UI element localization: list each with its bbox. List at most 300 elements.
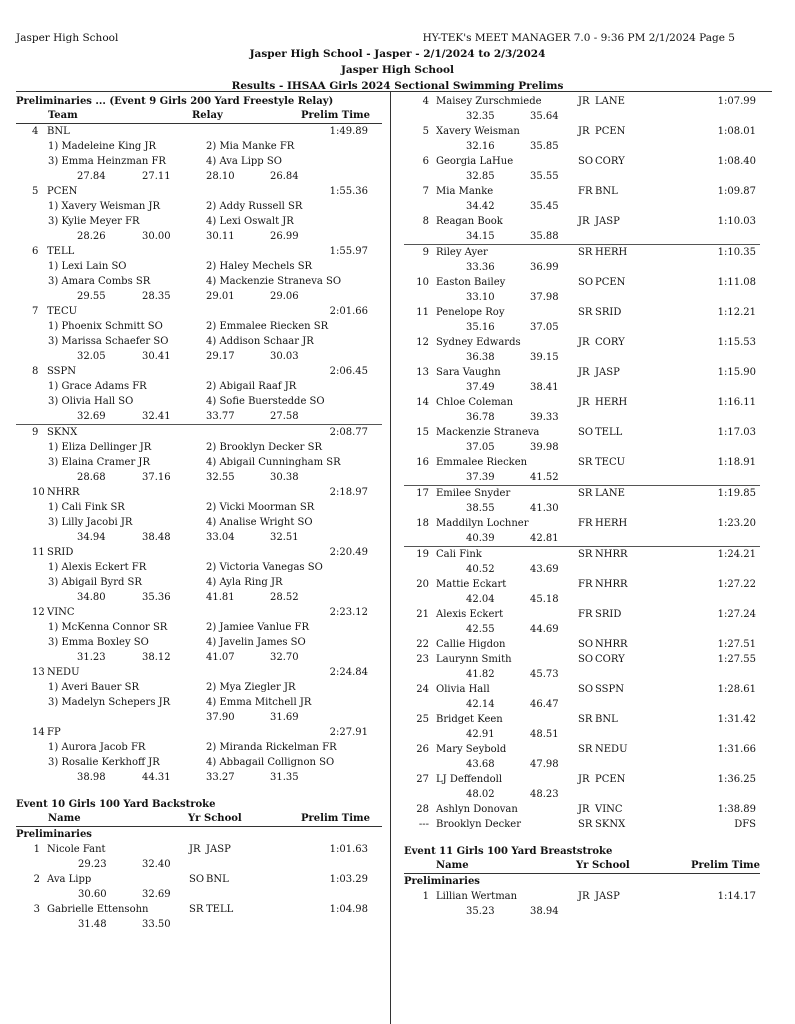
result-time: 1:10.03	[717, 216, 756, 227]
relay-splits-row	[16, 530, 382, 545]
col-team: Team	[48, 110, 78, 121]
result-row	[404, 335, 760, 350]
relay-split: 27.11	[142, 171, 171, 182]
result-row	[404, 682, 760, 697]
result-place: 1	[33, 844, 40, 855]
result-split: 39.33	[530, 412, 559, 423]
result-split: 33.36	[466, 262, 495, 273]
result-place: 22	[416, 639, 429, 650]
result-name: Mackenzie Straneva	[436, 427, 540, 438]
relay-splits-row	[16, 770, 382, 785]
backstroke-subheading: Preliminaries	[16, 829, 92, 840]
backstroke-column-header	[16, 812, 382, 827]
result-splits-row	[404, 440, 760, 455]
result-row	[404, 802, 760, 817]
relay-split: 28.52	[270, 592, 299, 603]
result-yr: JR	[189, 844, 201, 855]
relay-row	[16, 364, 382, 379]
result-school: SRID	[595, 609, 622, 620]
result-place: 7	[422, 186, 429, 197]
swimmer-1: 1) Grace Adams FR	[48, 381, 147, 392]
breaststroke-subheading: Preliminaries	[404, 876, 480, 887]
result-yr: JR	[578, 337, 590, 348]
relay-swimmers-row	[16, 575, 382, 590]
result-school: TECU	[595, 457, 626, 468]
relay-split: 44.31	[142, 772, 171, 783]
result-school: SKNX	[595, 819, 626, 830]
result-name: Sydney Edwards	[436, 337, 521, 348]
result-split: 40.39	[466, 533, 495, 544]
relay-split: 32.41	[142, 411, 171, 422]
result-time: 1:09.87	[717, 186, 756, 197]
result-name: Bridget Keen	[436, 714, 503, 725]
result-name: Mia Manke	[436, 186, 494, 197]
swimmer-1: 1) Xavery Weisman JR	[48, 201, 161, 212]
result-time: 1:08.40	[717, 156, 756, 167]
result-place: 13	[416, 367, 429, 378]
result-name: Olivia Hall	[436, 684, 490, 695]
swimmer-4: 4) Analise Wright SO	[206, 517, 313, 528]
result-time: 1:10.35	[717, 247, 756, 258]
swimmer-2: 2) Addy Russell SR	[206, 201, 303, 212]
relay-place: 14	[32, 727, 45, 738]
right-column	[404, 94, 760, 919]
swimmer-3: 3) Emma Boxley SO	[48, 637, 149, 648]
relay-split: 30.11	[206, 231, 235, 242]
result-split: 40.52	[466, 564, 495, 575]
result-split: 32.85	[466, 171, 495, 182]
result-yr: SO	[578, 639, 594, 650]
result-time: 1:17.03	[717, 427, 756, 438]
result-split: 35.55	[530, 171, 559, 182]
result-yr: FR	[578, 518, 593, 529]
swimmer-2: 2) Miranda Rickelman FR	[206, 742, 337, 753]
result-yr: SR	[189, 904, 204, 915]
relay-team: SKNX	[47, 427, 78, 438]
result-splits-row	[404, 667, 760, 682]
result-school: CORY	[595, 156, 625, 167]
result-school: PCEN	[595, 126, 626, 137]
result-name: Chloe Coleman	[436, 397, 514, 408]
spacer	[404, 832, 760, 844]
relay-swimmers-row	[16, 755, 382, 770]
result-row	[404, 546, 760, 562]
result-split: 48.51	[530, 729, 559, 740]
relay-team: NHRR	[47, 487, 80, 498]
swimmer-2: 2) Emmalee Riecken SR	[206, 321, 329, 332]
relay-swimmers-row	[16, 455, 382, 470]
result-row	[404, 244, 760, 260]
swimmer-4: 4) Sofie Buerstedde SO	[206, 396, 325, 407]
result-school: BNL	[595, 714, 618, 725]
result-yr: SR	[578, 549, 593, 560]
result-split: 39.15	[530, 352, 559, 363]
result-place: 21	[416, 609, 429, 620]
result-name: Penelope Roy	[436, 307, 505, 318]
relay-split: 37.16	[142, 472, 171, 483]
result-place: 26	[416, 744, 429, 755]
result-school: BNL	[206, 874, 229, 885]
swimmer-3: 3) Amara Combs SR	[48, 276, 151, 287]
swimmer-3: 3) Olivia Hall SO	[48, 396, 134, 407]
swimmer-3: 3) Kylie Meyer FR	[48, 216, 140, 227]
swimmer-3: 3) Rosalie Kerkhoff JR	[48, 757, 160, 768]
result-row	[404, 772, 760, 787]
result-name: Mary Seybold	[436, 744, 507, 755]
result-split: 37.05	[530, 322, 559, 333]
result-time: 1:18.91	[717, 457, 756, 468]
relay-team: PCEN	[47, 186, 78, 197]
result-school: NEDU	[595, 744, 628, 755]
result-split: 38.41	[530, 382, 559, 393]
result-split: 36.38	[466, 352, 495, 363]
result-split: 33.50	[142, 919, 171, 930]
relay-row	[16, 124, 382, 139]
result-time: 1:24.21	[717, 549, 756, 560]
swimmer-2: 2) Haley Mechels SR	[206, 261, 313, 272]
relay-swimmers-row	[16, 515, 382, 530]
result-splits-row	[404, 260, 760, 275]
result-split: 46.47	[530, 699, 559, 710]
result-name: Maisey Zurschmiede	[436, 96, 542, 107]
relay-place: 10	[32, 487, 45, 498]
swimmer-1: 1) Aurora Jacob FR	[48, 742, 146, 753]
relay-split: 27.58	[270, 411, 299, 422]
result-time: 1:36.25	[717, 774, 756, 785]
relay-split: 32.05	[77, 351, 106, 362]
relay-place: 8	[32, 366, 39, 377]
swimmer-4: 4) Lexi Oswalt JR	[206, 216, 294, 227]
result-split: 45.73	[530, 669, 559, 680]
relay-split: 30.41	[142, 351, 171, 362]
result-school: TELL	[206, 904, 234, 915]
relay-place: 12	[32, 607, 45, 618]
result-row	[404, 817, 760, 832]
result-row	[404, 712, 760, 727]
relay-swimmers-row	[16, 334, 382, 349]
result-time: 1:14.17	[717, 891, 756, 902]
header-rule	[16, 91, 772, 92]
result-yr: SR	[578, 307, 593, 318]
relay-swimmers-row	[16, 259, 382, 274]
result-name: Sara Vaughn	[436, 367, 501, 378]
result-name: Georgia LaHue	[436, 156, 514, 167]
relay-place: 13	[32, 667, 45, 678]
result-school: JASP	[595, 367, 620, 378]
relay-split: 32.51	[270, 532, 299, 543]
relay-splits-row	[16, 229, 382, 244]
result-name: Nicole Fant	[47, 844, 106, 855]
swimmer-2: 2) Victoria Vanegas SO	[206, 562, 323, 573]
relay-split: 27.84	[77, 171, 106, 182]
result-split: 42.81	[530, 533, 559, 544]
result-splits-row	[404, 470, 760, 485]
result-name: Xavery Weisman	[436, 126, 520, 137]
result-name: Maddilyn Lochner	[436, 518, 529, 529]
col-yr: Yr	[576, 860, 589, 871]
result-school: BNL	[595, 186, 618, 197]
result-time: 1:03.29	[329, 874, 368, 885]
swimmer-2: 2) Mia Manke FR	[206, 141, 295, 152]
result-row	[404, 184, 760, 199]
result-splits-row	[404, 380, 760, 395]
relay-splits-row	[16, 349, 382, 364]
relay-row	[16, 184, 382, 199]
swimmer-3: 3) Abigail Byrd SR	[48, 577, 142, 588]
relay-column-header	[16, 109, 382, 124]
relay-row	[16, 605, 382, 620]
result-school: TELL	[595, 427, 623, 438]
result-split: 48.23	[530, 789, 559, 800]
result-name: Brooklyn Decker	[436, 819, 521, 830]
result-splits-row	[404, 320, 760, 335]
result-row	[404, 395, 760, 410]
result-split: 31.48	[78, 919, 107, 930]
relay-swimmers-row	[16, 379, 382, 394]
relay-swimmers-row	[16, 139, 382, 154]
result-splits-row	[404, 410, 760, 425]
result-row	[404, 742, 760, 757]
result-split: 38.55	[466, 503, 495, 514]
spacer	[16, 785, 382, 797]
result-time: 1:23.20	[717, 518, 756, 529]
swimmer-2: 2) Mya Ziegler JR	[206, 682, 296, 693]
result-time: 1:08.01	[717, 126, 756, 137]
result-splits-row	[404, 109, 760, 124]
result-name: Alexis Eckert	[436, 609, 504, 620]
relay-swimmers-row	[16, 695, 382, 710]
result-row	[404, 275, 760, 290]
result-splits-row	[404, 501, 760, 516]
swimmer-4: 4) Addison Schaar JR	[206, 336, 314, 347]
result-name: Laurynn Smith	[436, 654, 512, 665]
relay-split: 32.69	[77, 411, 106, 422]
relay-time: 2:18.97	[329, 487, 368, 498]
relay-split: 32.70	[270, 652, 299, 663]
meet-title: Jasper High School - Jasper - 2/1/2024 to 2/3/2024	[249, 48, 546, 60]
swimmer-4: 4) Abigail Cunningham SR	[206, 457, 341, 468]
swimmer-1: 1) Lexi Lain SO	[48, 261, 127, 272]
result-place: 2	[33, 874, 40, 885]
relay-swimmers-row	[16, 620, 382, 635]
relay-team: BNL	[47, 126, 70, 137]
swimmer-3: 3) Emma Heinzman FR	[48, 156, 166, 167]
result-name: Gabrielle Ettensohn	[47, 904, 149, 915]
result-time: 1:27.51	[717, 639, 756, 650]
relay-team: SSPN	[47, 366, 77, 377]
result-name: Reagan Book	[436, 216, 503, 227]
relay-splits-row	[16, 289, 382, 304]
result-name: Easton Bailey	[436, 277, 506, 288]
result-split: 39.98	[530, 442, 559, 453]
swimmer-3: 3) Madelyn Schepers JR	[48, 697, 171, 708]
result-school: PCEN	[595, 774, 626, 785]
swimmer-1: 1) Eliza Dellinger JR	[48, 442, 152, 453]
relay-split: 38.12	[142, 652, 171, 663]
result-split: 41.82	[466, 669, 495, 680]
result-yr: SR	[578, 819, 593, 830]
result-yr: SO	[578, 156, 594, 167]
result-split: 45.18	[530, 594, 559, 605]
result-school: NHRR	[595, 549, 628, 560]
relay-row	[16, 545, 382, 560]
relay-split: 33.27	[206, 772, 235, 783]
result-place: 3	[33, 904, 40, 915]
result-school: JASP	[595, 891, 620, 902]
result-split: 41.30	[530, 503, 559, 514]
result-row	[16, 902, 382, 917]
result-split: 36.99	[530, 262, 559, 273]
swimmer-3: 3) Elaina Cramer JR	[48, 457, 150, 468]
swimmer-1: 1) Cali Fink SR	[48, 502, 125, 513]
relay-split: 33.77	[206, 411, 235, 422]
result-split: 35.45	[530, 201, 559, 212]
result-name: Emilee Snyder	[436, 488, 511, 499]
relay-swimmers-row	[16, 440, 382, 455]
result-row	[404, 425, 760, 440]
result-place: 9	[422, 247, 429, 258]
result-place: 1	[422, 891, 429, 902]
result-split: 32.40	[142, 859, 171, 870]
result-time: 1:12.21	[717, 307, 756, 318]
relay-swimmers-row	[16, 394, 382, 409]
result-yr: SR	[578, 744, 593, 755]
result-name: Emmalee Riecken	[436, 457, 528, 468]
relay-split: 34.94	[77, 532, 106, 543]
result-yr: JR	[578, 774, 590, 785]
relay-place: 6	[32, 246, 39, 257]
result-time: 1:15.90	[717, 367, 756, 378]
col-prelim-time: Prelim Time	[301, 813, 370, 824]
result-split: 36.78	[466, 412, 495, 423]
result-time: 1:27.22	[717, 579, 756, 590]
relay-split: 38.98	[77, 772, 106, 783]
relay-swimmers-row	[16, 154, 382, 169]
meet-venue: Jasper High School	[340, 64, 455, 76]
result-school: HERH	[595, 247, 628, 258]
breaststroke-column-header	[404, 859, 760, 874]
result-row	[404, 94, 760, 109]
result-split: 38.94	[530, 906, 559, 917]
relay-time: 1:49.89	[329, 126, 368, 137]
result-school: LANE	[595, 96, 625, 107]
swimmer-2: 2) Jamiee Vanlue FR	[206, 622, 310, 633]
swimmer-1: 1) Phoenix Schmitt SO	[48, 321, 163, 332]
swimmer-3: 3) Lilly Jacobi JR	[48, 517, 133, 528]
col-relay: Relay	[192, 110, 223, 121]
result-split: 29.23	[78, 859, 107, 870]
result-split: 47.98	[530, 759, 559, 770]
relay-split: 28.68	[77, 472, 106, 483]
result-time: 1:11.08	[717, 277, 756, 288]
relay-swimmers-row	[16, 274, 382, 289]
result-place: ---	[418, 819, 429, 830]
left-column	[16, 94, 382, 932]
result-split: 34.15	[466, 231, 495, 242]
relay-time: 2:23.12	[329, 607, 368, 618]
swimmer-4: 4) Ava Lipp SO	[206, 156, 282, 167]
result-place: 16	[416, 457, 429, 468]
relay-split: 30.03	[270, 351, 299, 362]
result-split: 35.23	[466, 906, 495, 917]
relay-splits-row	[16, 590, 382, 605]
result-splits-row	[404, 290, 760, 305]
result-row	[404, 577, 760, 592]
col-name: Name	[436, 860, 469, 871]
relay-split: 34.80	[77, 592, 106, 603]
result-time: 1:04.98	[329, 904, 368, 915]
relay-place: 11	[32, 547, 45, 558]
result-school: HERH	[595, 397, 628, 408]
result-split: 42.04	[466, 594, 495, 605]
result-split: 35.64	[530, 111, 559, 122]
relay-split: 41.07	[206, 652, 235, 663]
result-place: 17	[416, 488, 429, 499]
result-split: 32.69	[142, 889, 171, 900]
relay-row	[16, 244, 382, 259]
relay-split: 29.17	[206, 351, 235, 362]
relay-split: 35.36	[142, 592, 171, 603]
result-yr: SR	[578, 247, 593, 258]
result-split: 42.91	[466, 729, 495, 740]
result-time: 1:15.53	[717, 337, 756, 348]
result-split: 33.10	[466, 292, 495, 303]
result-yr: SO	[578, 654, 594, 665]
result-yr: JR	[578, 96, 590, 107]
result-place: 18	[416, 518, 429, 529]
result-school: SRID	[595, 307, 622, 318]
relay-time: 2:08.77	[329, 427, 368, 438]
relay-split: 41.81	[206, 592, 235, 603]
relay-split: 29.06	[270, 291, 299, 302]
relay-event-title: Preliminaries ... (Event 9 Girls 200 Yard Freestyle Relay)	[16, 96, 334, 107]
result-split: 34.42	[466, 201, 495, 212]
result-time: 1:16.11	[717, 397, 756, 408]
result-split: 43.69	[530, 564, 559, 575]
result-place: 25	[416, 714, 429, 725]
relay-swimmers-row	[16, 560, 382, 575]
result-split: 44.69	[530, 624, 559, 635]
result-row	[404, 365, 760, 380]
result-name: Ashlyn Donovan	[436, 804, 518, 815]
relay-split: 29.55	[77, 291, 106, 302]
result-school: JASP	[206, 844, 231, 855]
result-splits-row	[404, 757, 760, 772]
result-school: NHRR	[595, 639, 628, 650]
result-yr: JR	[578, 397, 590, 408]
relay-row	[16, 304, 382, 319]
backstroke-event-title: Event 10 Girls 100 Yard Backstroke	[16, 799, 216, 810]
result-place: 19	[416, 549, 429, 560]
result-row	[16, 842, 382, 857]
swimmer-1: 1) Averi Bauer SR	[48, 682, 139, 693]
result-split: 32.35	[466, 111, 495, 122]
result-row	[404, 214, 760, 229]
relay-split: 30.00	[142, 231, 171, 242]
col-name: Name	[48, 813, 81, 824]
swimmer-2: 2) Vicki Moorman SR	[206, 502, 315, 513]
result-school: JASP	[595, 216, 620, 227]
result-yr: SO	[189, 874, 205, 885]
result-yr: JR	[578, 216, 590, 227]
result-time: 1:38.89	[717, 804, 756, 815]
relay-swimmers-row	[16, 680, 382, 695]
result-yr: SO	[578, 277, 594, 288]
swimmer-4: 4) Ayla Ring JR	[206, 577, 283, 588]
result-yr: JR	[578, 367, 590, 378]
relay-place: 7	[32, 306, 39, 317]
relay-split: 32.55	[206, 472, 235, 483]
